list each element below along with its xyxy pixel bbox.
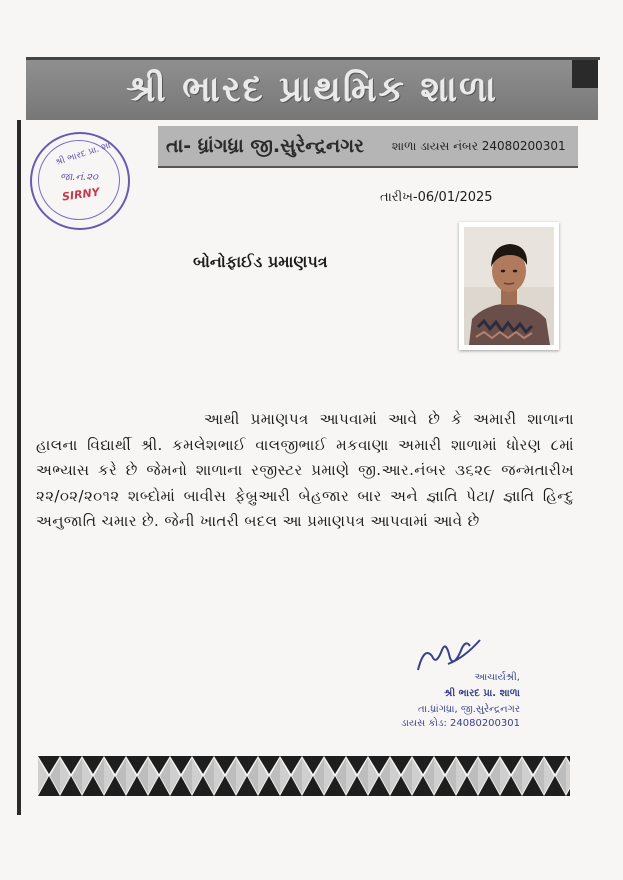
student-photo-image: [464, 227, 554, 345]
decorative-triangle-border: [38, 756, 570, 796]
taluka-district: તા- ધ્રાંગધ્રા જી.સુરેન્દ્રનગર: [166, 135, 364, 157]
stamp-line-1: શ્રી ભારદ પ્રા. શાળા: [54, 137, 121, 169]
certificate-body: આથી પ્રમાણપત્ર આપવામાં આવે છે કે અમારી શાળાના હાલના વિદ્યાર્થી શ્રી. કમલેશભાઈ વાલજીભાઈ મકવાણા અમારી શાળામાં ધોરણ ૮માં અભ્યાસ કરે છે જેમનો શાળાના રજીસ્ટર પ્રમાણે જી.આર.નંબર ૩૬૨૯ જન્મતારીખ ૨૨/૦૨/૨૦૧૨ શબ્દોમાં બાવીસ ફેબ્રુઆરી બેહજાર બાર અને જ્ઞાતિ પેટા/ જ્ઞાતિ હિન્દુ અનુજાતિ ચમાર છે. જેની ખાતરી બદલ આ પ્રમાણપત્ર આપવામાં આવે છે: [36, 410, 574, 531]
school-round-stamp: [30, 132, 130, 230]
signature-school: શ્રી ભારદ પ્રા. શાળા: [444, 688, 520, 699]
school-title-banner: [26, 60, 598, 120]
dise-number: શાળા ડાયસ નંબર 24080200301: [391, 138, 566, 153]
banner-corner-block: [572, 60, 598, 88]
student-photo: [459, 222, 559, 350]
signature-dise-code: ડાયસ કોડ: 24080200301: [401, 718, 520, 729]
signature-scribble: [414, 636, 484, 676]
signature-role: આચાર્યશ્રી,: [474, 672, 520, 683]
signature-location: તા.ધ્રાંગધ્રા, જી.સુરેન્દ્રનગર: [418, 704, 520, 715]
issue-date: તારીખ-06/01/2025: [380, 190, 493, 205]
address-underline: [158, 166, 578, 168]
certificate-title: બોનોફાઈડ પ્રમાણપત્ર: [193, 252, 328, 271]
school-name: શ્રી ભારદ પ્રાથમિક શાળા: [126, 69, 498, 110]
principal-signature-stamp: [390, 636, 530, 736]
left-border-rule: [17, 120, 21, 815]
stamp-line-2: જા.નં.૨૦: [60, 172, 99, 183]
address-banner: [158, 126, 578, 166]
stamp-line-3: SIRNY: [61, 185, 101, 204]
